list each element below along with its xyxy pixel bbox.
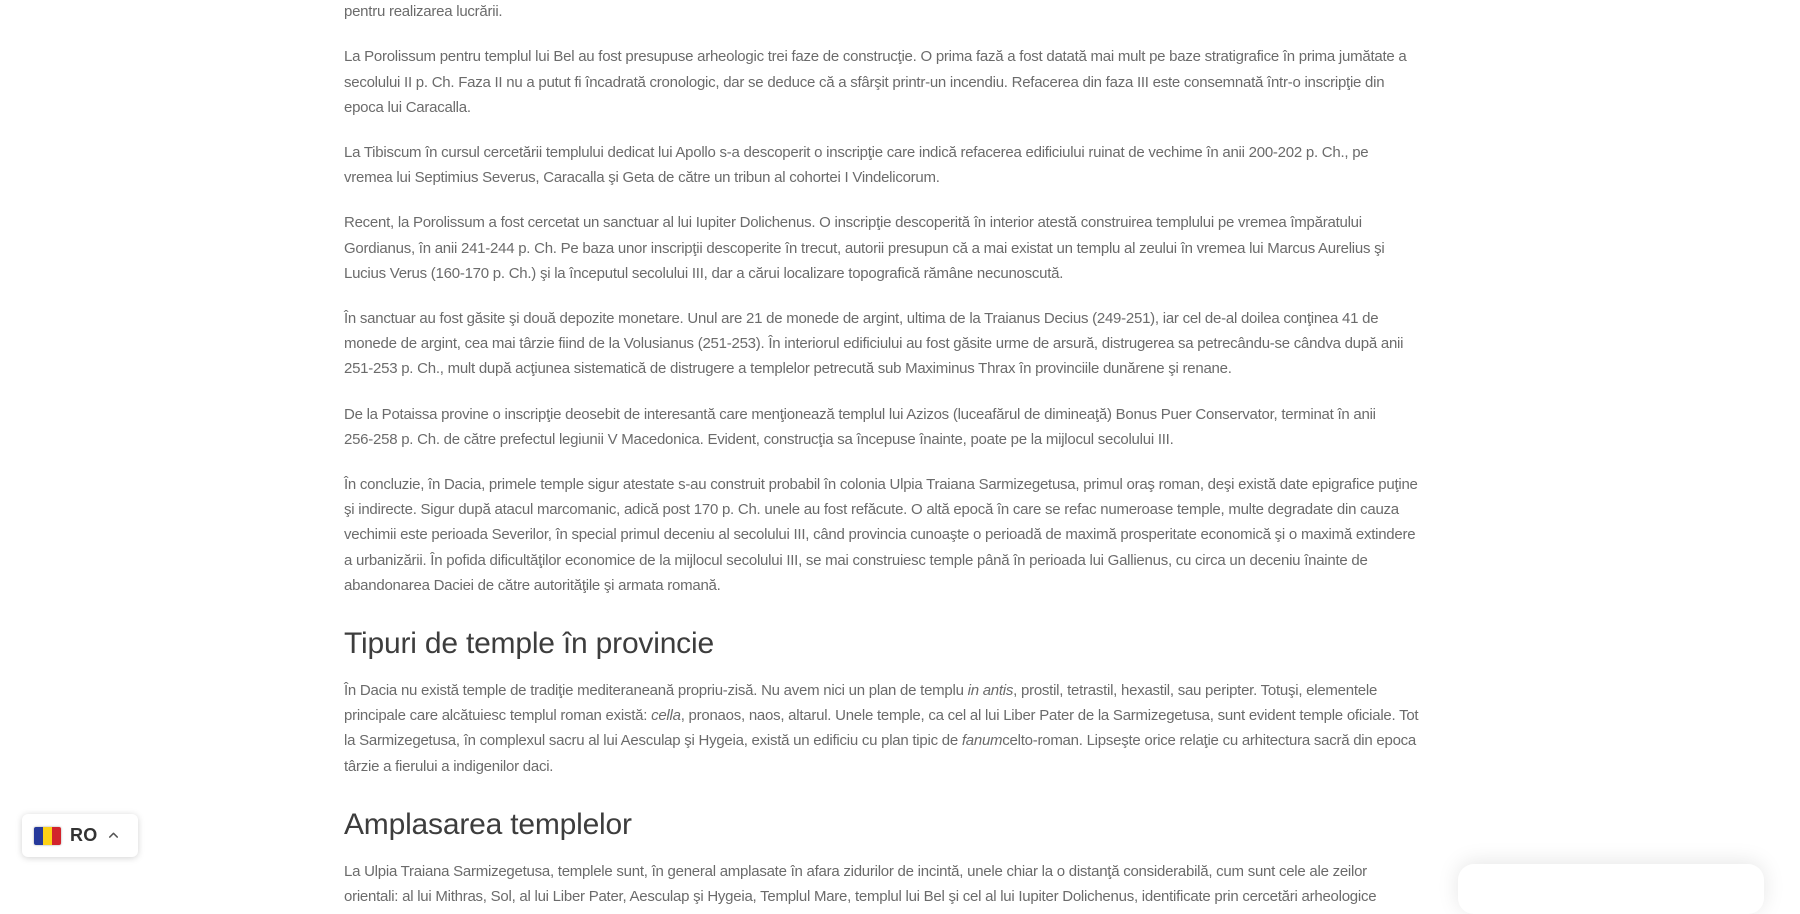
text-line: epoca lui Caracalla. (344, 98, 471, 116)
language-selector[interactable] (22, 814, 138, 857)
paragraph (344, 678, 1484, 779)
text-line: La Ulpia Traiana Sarmizegetusa, templele sunt, în general amplasate în afara zidurilor de incintă, unele chiar la o distanţă considerabilă, cum sunt cele ale zeilor (344, 862, 1367, 880)
section-heading: Tipuri de temple în provincie (344, 627, 714, 661)
text-line: orientali: al lui Mithras, Sol, al lui Liber Pater, Aesculap şi Hygeia, Templul Mare, templul lui Bel şi cel al lui Iupiter Dolichenus, identificate prin cercetări arheologice (344, 888, 1377, 906)
text-line: pentru realizarea lucrării. (344, 3, 503, 21)
romania-flag-icon (34, 827, 61, 845)
paragraph (344, 402, 1484, 452)
text-line: la Sarmizegetusa, în complexul sacru al lui Aesculap şi Hygeia, există un edificiu cu plan tipic de fanumcelto-roman. Lipseşte orice relaţie cu arhitectura sacră din epoca (344, 732, 1417, 750)
text-line: monede de argint, cea mai târzie fiind de la Volusianus (251-253). În interiorul edificiului au fost găsite urme de arsură, distrugerea sa petrecându-se cândva după anii (344, 335, 1404, 353)
text-line: şi indirecte. Sigur după atacul marcomanic, adică post 170 p. Ch. unele au fost refăcute. O altă epocă în care se refac numeroase temple, multe degradate din cauza (344, 501, 1399, 519)
text-line: În sanctuar au fost găsite şi două depozite monetare. Unul are 21 de monede de argint, ultima de la Traianus Decius (249-251), iar cel de-al doilea conţinea 41 de (344, 310, 1379, 328)
language-code-label: RO (70, 825, 98, 845)
paragraph (344, 859, 1484, 909)
chevron-up-icon (106, 828, 121, 843)
article (344, 0, 1484, 906)
bottom-right-popup (1458, 864, 1764, 914)
section-heading: Amplasarea templelor (344, 807, 632, 841)
paragraph (344, 0, 1484, 24)
text-line: La Porolissum pentru templul lui Bel au fost presupuse arheologic trei faze de construcţie. O prima fază a fost datată mai mult pe baze stratigrafice în prima jumătate a (344, 48, 1407, 66)
text-line: Gordianus, în anii 241-244 p. Ch. Pe baza unor inscripţii descoperite în trecut, autorii presupun că a mai existat un templu al zeului în vremea lui Marcus Aurelius şi (344, 239, 1385, 257)
text-line: vremea lui Septimius Severus, Caracalla şi Geta de către un tribun al cohortei I Vindelicorum. (344, 169, 940, 187)
text-line: În Dacia nu există temple de tradiţie mediteraneană propriu-zisă. Nu avem nici un plan de templu in antis, prostil, tetrastil, hexastil, sau peripter. Totuşi, elementele (344, 682, 1378, 700)
text-line: Lucius Verus (160-170 p. Ch.) şi la începutul secolului III, dar a cărui localizare topografică rămâne necunoscută. (344, 264, 1064, 282)
article-body (344, 0, 1484, 909)
paragraph (344, 210, 1484, 286)
paragraph (344, 472, 1484, 598)
text-line: secolului II p. Ch. Faza II nu a putut fi încadrată cronologic, dar se deduce că a sfârşit printr-un incendiu. Refacerea din faza III este consemnată într-o inscripţie din (344, 73, 1385, 91)
text-line: principale care alcătuiesc templul roman există: cella, pronaos, naos, altarul. Unele temple, ca cel al lui Liber Pater de la Sarmizegetusa, sunt evident temple oficiale. Tot (344, 707, 1419, 725)
text-line: La Tibiscum în cursul cercetării templului dedicat lui Apollo s-a descoperit o inscripţie care indică refacerea edificiului ruinat de vechime în anii 200-202 p. Ch., pe (344, 144, 1369, 162)
text-line: abandonarea Daciei de către autorităţile şi armata romană. (344, 576, 721, 594)
text-line: În concluzie, în Dacia, primele temple sigur atestate s-au construit probabil în colonia Ulpia Traiana Sarmizegetusa, primul oraş roman, deşi există date epigrafice puţine (344, 476, 1418, 494)
paragraph (344, 306, 1484, 382)
text-line: a urbanizării. În pofida dificultăţilor economice de la mijlocul secolului III, se mai construiesc temple până în perioada lui Gallienus, cu circa un deceniu înainte de (344, 551, 1368, 569)
paragraph (344, 44, 1484, 120)
text-line: târzie a fierului a indigenilor daci. (344, 757, 554, 775)
text-line: De la Potaissa provine o inscripţie deosebit de interesantă care menţionează templul lui Azizos (luceafărul de dimineaţă) Bonus Puer Conservator, terminat în anii (344, 405, 1376, 423)
text-line: vechimii este perioada Severilor, în special primul deceniu al secolului III, când provincia cunoaşte o perioadă de maximă prosperitate economică şi o maximă extindere (344, 526, 1416, 544)
text-line: 256-258 p. Ch. de către prefectul legiunii V Macedonica. Evident, construcţia sa începuse înainte, poate pe la mijlocul secolului III. (344, 430, 1174, 448)
text-line: 251-253 p. Ch., mult după acţiunea sistematică de distrugere a templelor petrecută sub Maximinus Thrax în provinciile dunărene şi renane. (344, 360, 1232, 378)
paragraph (344, 140, 1484, 190)
text-line: Recent, la Porolissum a fost cercetat un sanctuar al lui Iupiter Dolichenus. O inscripţie descoperită în interior atestă construirea templului pe vremea împăratului (344, 214, 1362, 232)
